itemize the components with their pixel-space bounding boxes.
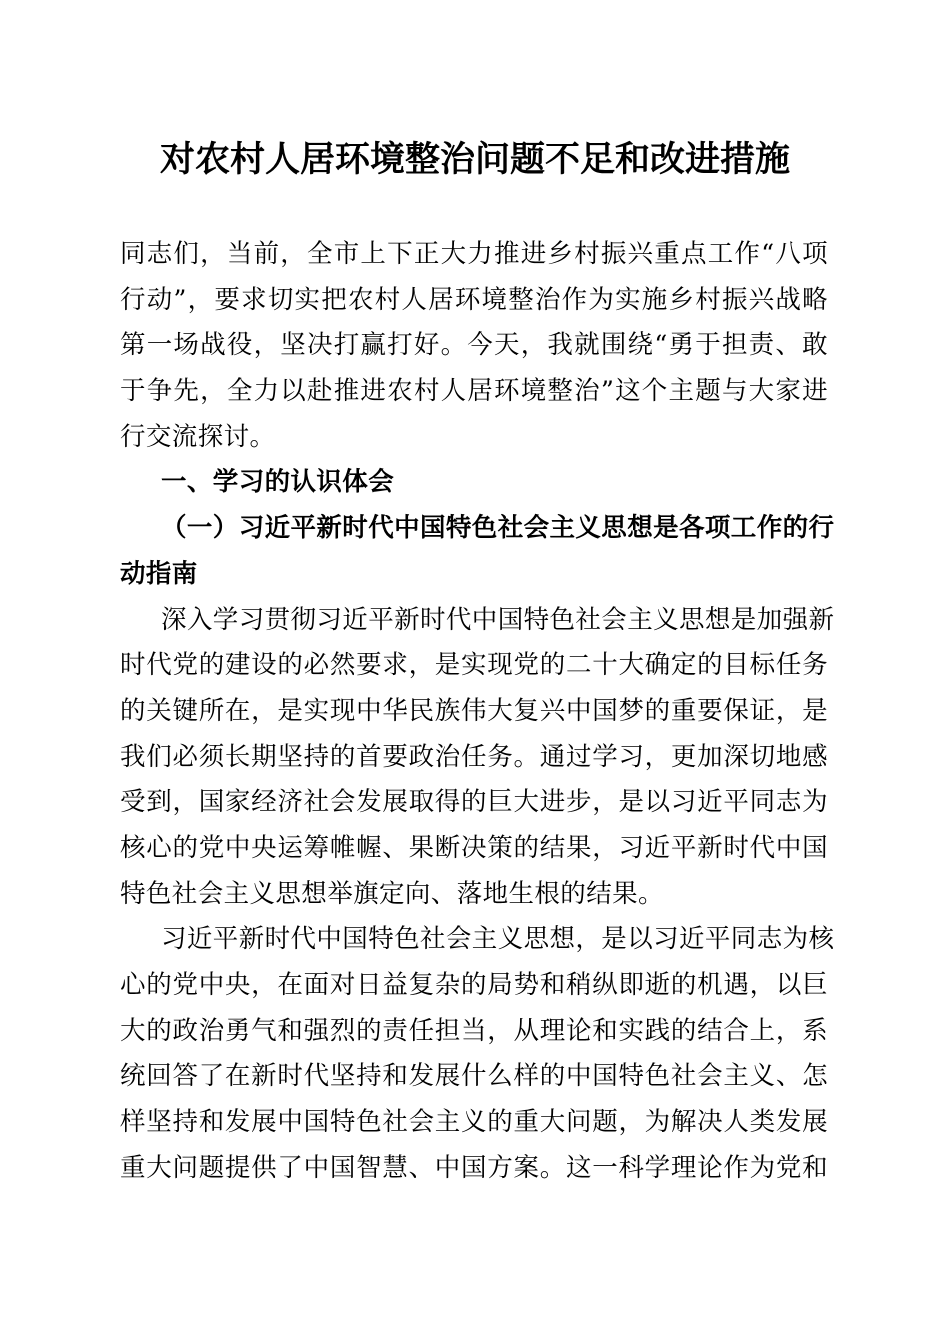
document-body — [120, 232, 835, 1191]
section-heading: 一、学习的认识体会 — [161, 467, 395, 498]
paragraph-line: 同志们，当前，全市上下正大力推进乡村振兴重点工作“八项 — [120, 239, 828, 269]
paragraph-line: 样坚持和发展中国特色社会主义的重大问题，为解决人类发展 — [120, 1107, 828, 1138]
paragraph-line: 统回答了在新时代坚持和发展什么样的中国特色社会主义、怎 — [120, 1061, 828, 1092]
paragraph-line: 第一场战役，坚决打赢打好。今天，我就围绕“勇于担责、敢 — [120, 330, 828, 361]
paragraph-line: 行交流探讨。 — [120, 421, 276, 452]
subsection-heading: （一）习近平新时代中国特色社会主义思想是各项工作的行 — [161, 513, 835, 544]
paragraph-line: 大的政治勇气和强烈的责任担当，从理论和实践的结合上，系 — [120, 1015, 828, 1046]
paragraph-line: 我们必须长期坚持的首要政治任务。通过学习，更加深切地感 — [120, 741, 828, 772]
paragraph-line: 时代党的建设的必然要求，是实现党的二十大确定的目标任务 — [120, 650, 828, 681]
document-title: 对农村人居环境整治问题不足和改进措施 — [159, 139, 790, 180]
paragraph-line: 习近平新时代中国特色社会主义思想，是以习近平同志为核 — [161, 924, 835, 955]
paragraph-line: 的关键所在，是实现中华民族伟大复兴中国梦的重要保证，是 — [120, 695, 828, 726]
paragraph-line: 行动”，要求切实把农村人居环境整治作为实施乡村振兴战略 — [120, 284, 828, 315]
paragraph-line: 核心的党中央运筹帷幄、果断决策的结果，习近平新时代中国 — [120, 832, 828, 863]
paragraph-line: 特色社会主义思想举旗定向、落地生根的结果。 — [120, 878, 664, 909]
paragraph-line: 深入学习贯彻习近平新时代中国特色社会主义思想是加强新 — [161, 604, 835, 635]
paragraph-line: 受到，国家经济社会发展取得的巨大进步，是以习近平同志为 — [120, 787, 828, 818]
paragraph-line: 心的党中央，在面对日益复杂的局势和稍纵即逝的机遇，以巨 — [120, 970, 828, 1000]
subsection-heading-cont: 动指南 — [120, 558, 198, 589]
paragraph-line: 于争先，全力以赴推进农村人居环境整治”这个主题与大家进 — [120, 376, 828, 407]
paragraph-line: 重大问题提供了中国智慧、中国方案。这一科学理论作为党和 — [120, 1152, 828, 1183]
